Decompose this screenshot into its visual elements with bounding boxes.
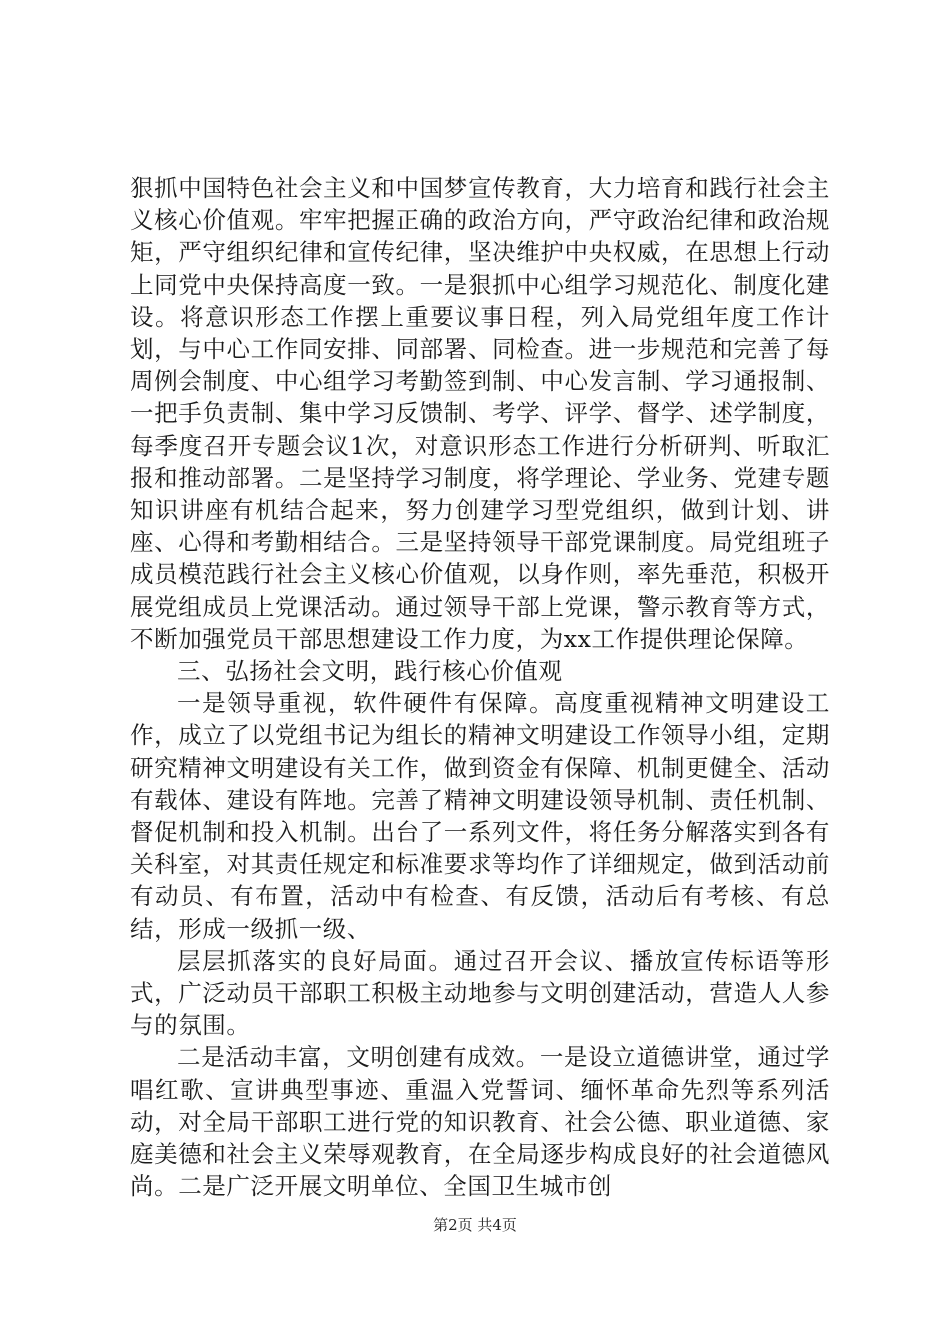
paragraph-1: 狠抓中国特色社会主义和中国梦宣传教育，大力培育和践行社会主义核心价值观。牢牢把握正确的政治方向，严守政治纪律和政治规矩，严守组织纪律和宣传纪律，坚决维护中央权威，在思想上行动上同党中央保持高度一致。一是狠抓中心组学习规范化、制度化建设。将意识形态工作摆上重要议事日程，列入局党组年度工作计划，与中心工作同安排、同部署、同检查。进一步规范和完善了每周例会制度、中心组学习考勤签到制、中心发言制、学习通报制、一把手负责制、集中学习反馈制、考学、评学、督学、述学制度，每季度召开专题会议1次，对意识形态工作进行分析研判、听取汇报和推动部署。二是坚持学习制度，将学理论、学业务、党建专题知识讲座有机结合起来，努力创建学习型党组织，做到计划、讲座、心得和考勤相结合。三是坚持领导干部党课制度。局党组班子成员模范践行社会主义核心价值观，以身作则，率先垂范，积极开展党组成员上党课活动。通过领导干部上党课，警示教育等方式，不断加强党员干部思想建设工作力度，为xx工作提供理论保障。: [130, 174, 830, 653]
paragraph-5: 二是活动丰富，文明创建有成效。一是设立道德讲堂，通过学唱红歌、宣讲典型事迹、重温入党誓词、缅怀革命先烈等系列活动，对全局干部职工进行党的知识教育、社会公德、职业道德、家庭美德和社会主义荣辱观教育，在全局逐步构成良好的社会道德风尚。二是广泛开展文明单位、全国卫生城市创: [130, 1043, 830, 1201]
paragraph-3: 一是领导重视，软件硬件有保障。高度重视精神文明建设工作，成立了以党组书记为组长的精神文明建设工作领导小组，定期研究精神文明建设有关工作，做到资金有保障、机制更健全、活动有载体、建设有阵地。完善了精神文明建设领导机制、责任机制、督促机制和投入机制。出台了一系列文件，将任务分解落实到各有关科室，对其责任规定和标准要求等均作了详细规定，做到活动前有动员、有布置，活动中有检查、有反馈，活动后有考核、有总结，形成一级抓一级、: [130, 689, 830, 943]
document-body: [130, 172, 830, 1203]
paragraph-4: 层层抓落实的良好局面。通过召开会议、播放宣传标语等形式，广泛动员干部职工积极主动地参与文明创建活动，营造人人参与的氛围。: [130, 946, 830, 1040]
section-heading: 三、弘扬社会文明，践行核心价值观: [177, 657, 563, 686]
page-number-footer: 第2页 共4页: [433, 1216, 517, 1234]
